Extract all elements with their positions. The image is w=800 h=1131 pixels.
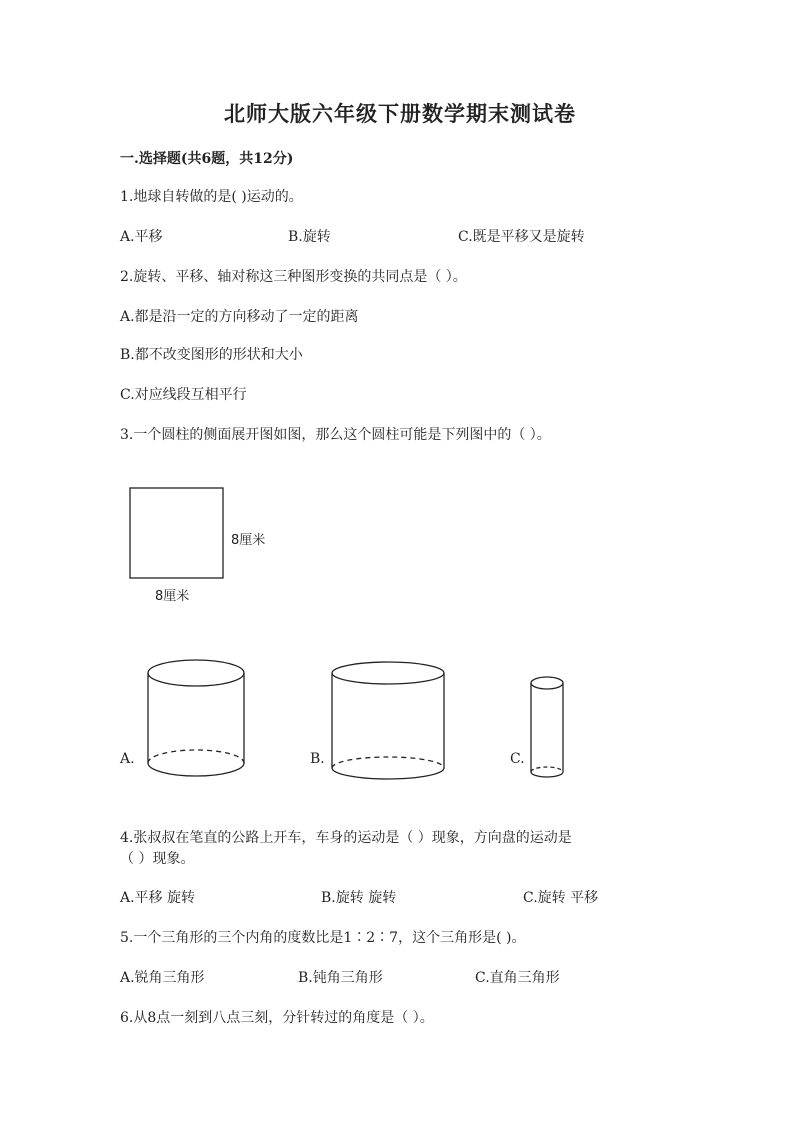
question-3-option-a: A. (120, 751, 135, 767)
question-4-option-a: A.平移 旋转 (120, 890, 196, 906)
question-2-stem: 2.旋转、平移、轴对称这三种图形变换的共同点是（ ）。 (120, 269, 467, 285)
cylinder-b (332, 662, 444, 779)
question-5-option-b: B.钝角三角形 (298, 970, 383, 986)
question-2-option-b: B.都不改变图形的形状和大小 (120, 347, 303, 363)
question-1-stem: 1.地球自转做的是( )运动的。 (120, 189, 303, 205)
question-3-stem: 3.一个圆柱的侧面展开图如图，那么这个圆柱可能是下列图中的（ ）。 (120, 427, 551, 443)
question-2-option-c: C.对应线段互相平行 (120, 387, 247, 403)
question-6-stem: 6.从8点一刻到八点三刻，分针转过的角度是（ ）。 (120, 1010, 434, 1026)
question-1-option-c: C.既是平移又是旋转 (458, 229, 585, 245)
unfolded-square (130, 488, 223, 578)
question-2-option-a: A.都是沿一定的方向移动了一定的距离 (120, 309, 359, 325)
question-4-stem-line1: 4.张叔叔在笔直的公路上开车，车身的运动是（ ）现象，方向盘的运动是 (120, 830, 572, 846)
question-5-stem: 5.一个三角形的三个内角的度数比是1∶2∶7，这个三角形是( )。 (120, 930, 526, 946)
question-4-option-c: C.旋转 平移 (523, 890, 599, 906)
question-4-stem-line2: （ ）现象。 (120, 851, 195, 867)
question-1-option-a: A.平移 (120, 229, 163, 245)
question-4-option-b: B.旋转 旋转 (321, 890, 397, 906)
page-title: 北师大版六年级下册数学期末测试卷 (224, 101, 576, 126)
question-3-option-c: C. (510, 751, 525, 767)
section-heading: 一.选择题(共6题，共12分) (120, 151, 294, 167)
square-bottom-label: 8厘米 (155, 589, 190, 604)
question-3-option-b: B. (310, 751, 325, 767)
square-side-label: 8厘米 (231, 533, 266, 548)
question-1-option-b: B.旋转 (288, 229, 331, 245)
cylinder-c (531, 677, 563, 777)
question-5-option-a: A.锐角三角形 (120, 970, 205, 986)
question-5-option-c: C.直角三角形 (475, 970, 560, 986)
cylinder-a (148, 660, 244, 776)
